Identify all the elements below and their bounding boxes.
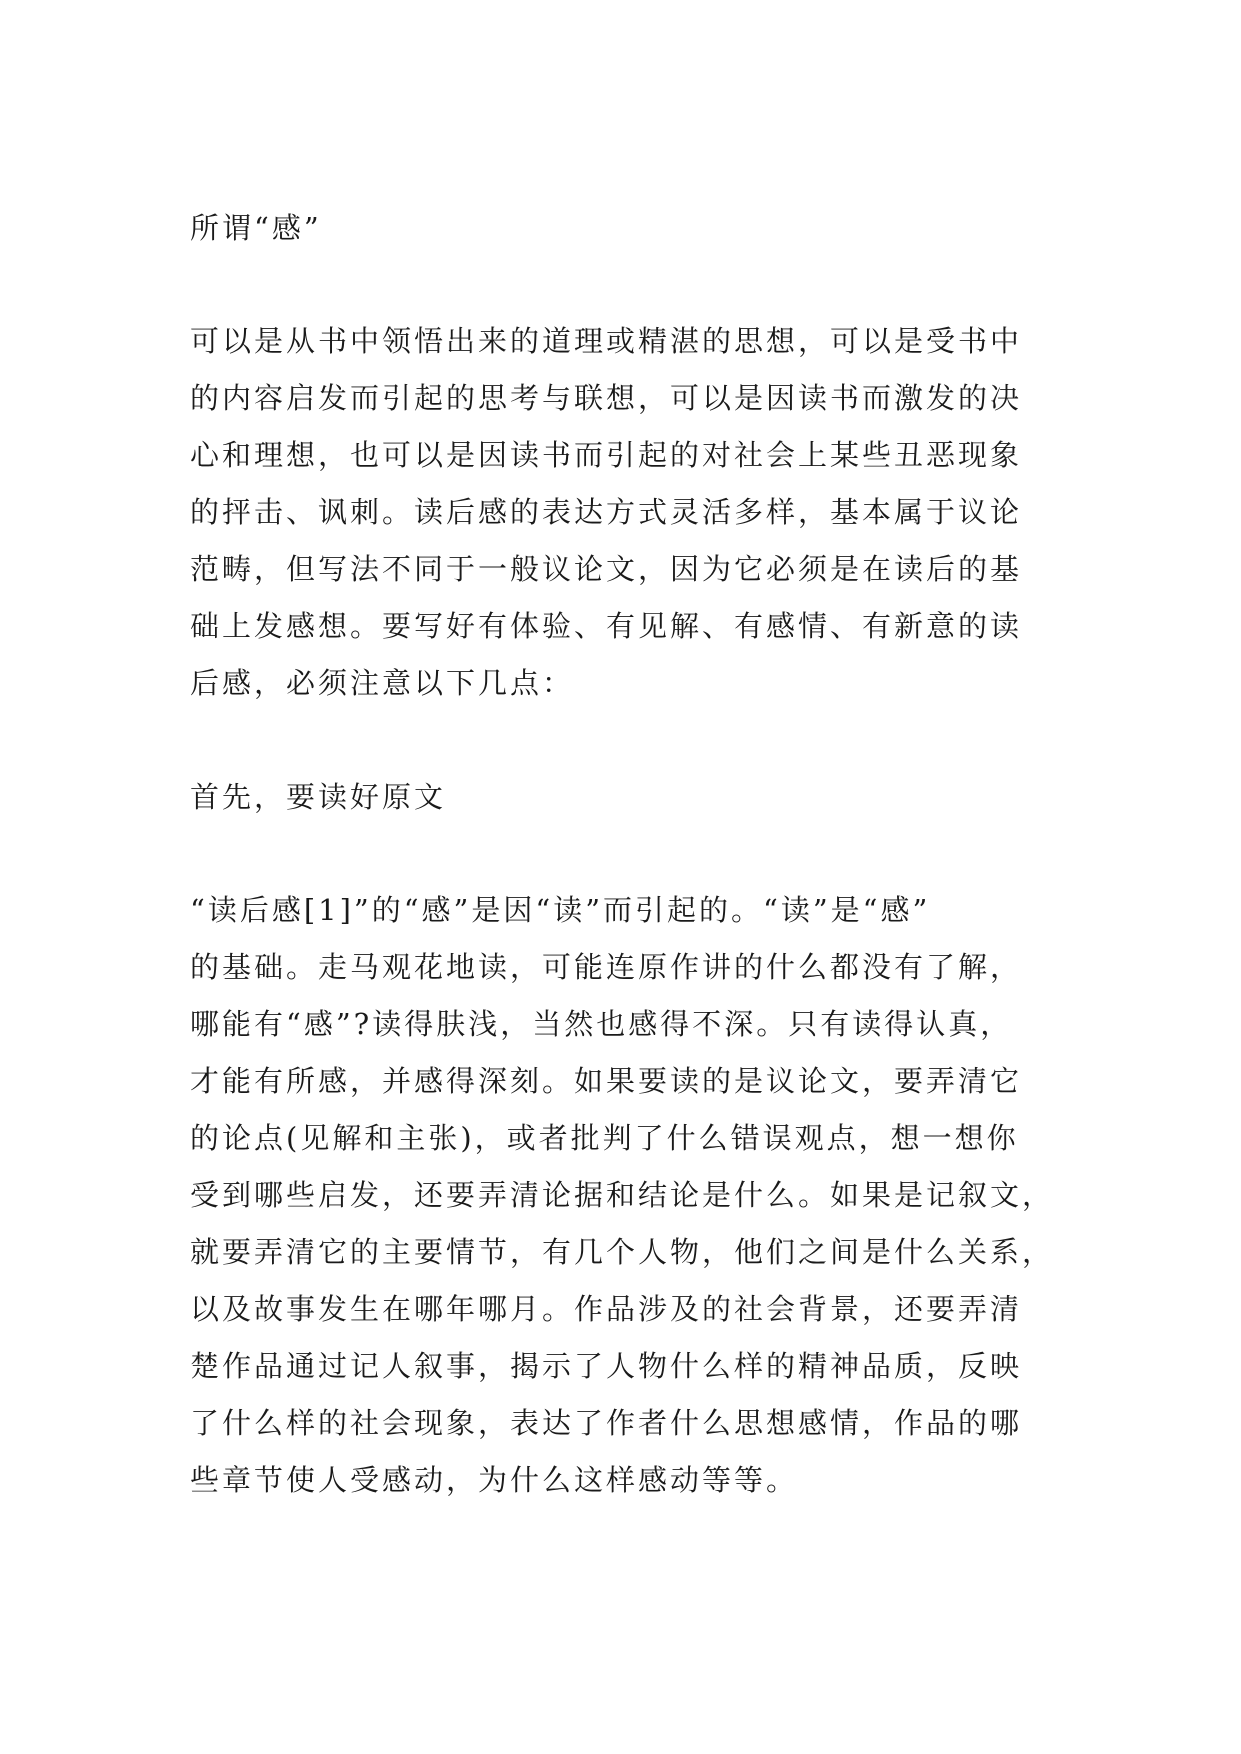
text-line: 范畴，但写法不同于一般议论文，因为它必须是在读后的基 — [190, 552, 1023, 586]
text-line: 础上发感想。要写好有体验、有见解、有感情、有新意的读 — [190, 609, 1023, 643]
text-line: 以及故事发生在哪年哪月。作品涉及的社会背景，还要弄清 — [190, 1292, 1023, 1326]
text-line: 受到哪些启发，还要弄清论据和结论是什么。如果是记叙文， — [190, 1178, 1055, 1212]
text-line: 哪能有“感”?读得肤浅，当然也感得不深。只有读得认真， — [190, 1007, 1013, 1041]
text-line: 的基础。走马观花地读，可能连原作讲的什么都没有了解， — [190, 950, 1023, 984]
section-heading-read-original: 首先，要读好原文 — [190, 780, 447, 814]
document-body — [190, 200, 1060, 1509]
text-line: 了什么样的社会现象，表达了作者什么思想感情，作品的哪 — [190, 1406, 1023, 1440]
text-line: 可以是从书中领悟出来的道理或精湛的思想，可以是受书中 — [190, 324, 1023, 358]
text-line: 些章节使人受感动，为什么这样感动等等。 — [190, 1463, 799, 1497]
text-line: 心和理想，也可以是因读书而引起的对社会上某些丑恶现象 — [190, 438, 1023, 472]
text-line: 的抨击、讽刺。读后感的表达方式灵活多样，基本属于议论 — [190, 495, 1023, 529]
text-line: 的内容启发而引起的思考与联想，可以是因读书而激发的决 — [190, 381, 1023, 415]
text-line: “读后感[1]”的“感”是因“读”而引起的。“读”是“感” — [190, 893, 931, 927]
text-line: 才能有所感，并感得深刻。如果要读的是议论文，要弄清它 — [190, 1064, 1023, 1098]
paragraph-gan-definition — [190, 313, 1060, 712]
text-line: 就要弄清它的主要情节，有几个人物，他们之间是什么关系， — [190, 1235, 1055, 1269]
section-heading-gan: 所谓“感” — [190, 211, 322, 245]
text-line: 的论点(见解和主张)，或者批判了什么错误观点，想一想你 — [190, 1121, 1019, 1155]
paragraph-read-original — [190, 882, 1060, 1509]
text-line: 楚作品通过记人叙事，揭示了人物什么样的精神品质，反映 — [190, 1349, 1023, 1383]
text-line: 后感，必须注意以下几点： — [190, 666, 575, 700]
